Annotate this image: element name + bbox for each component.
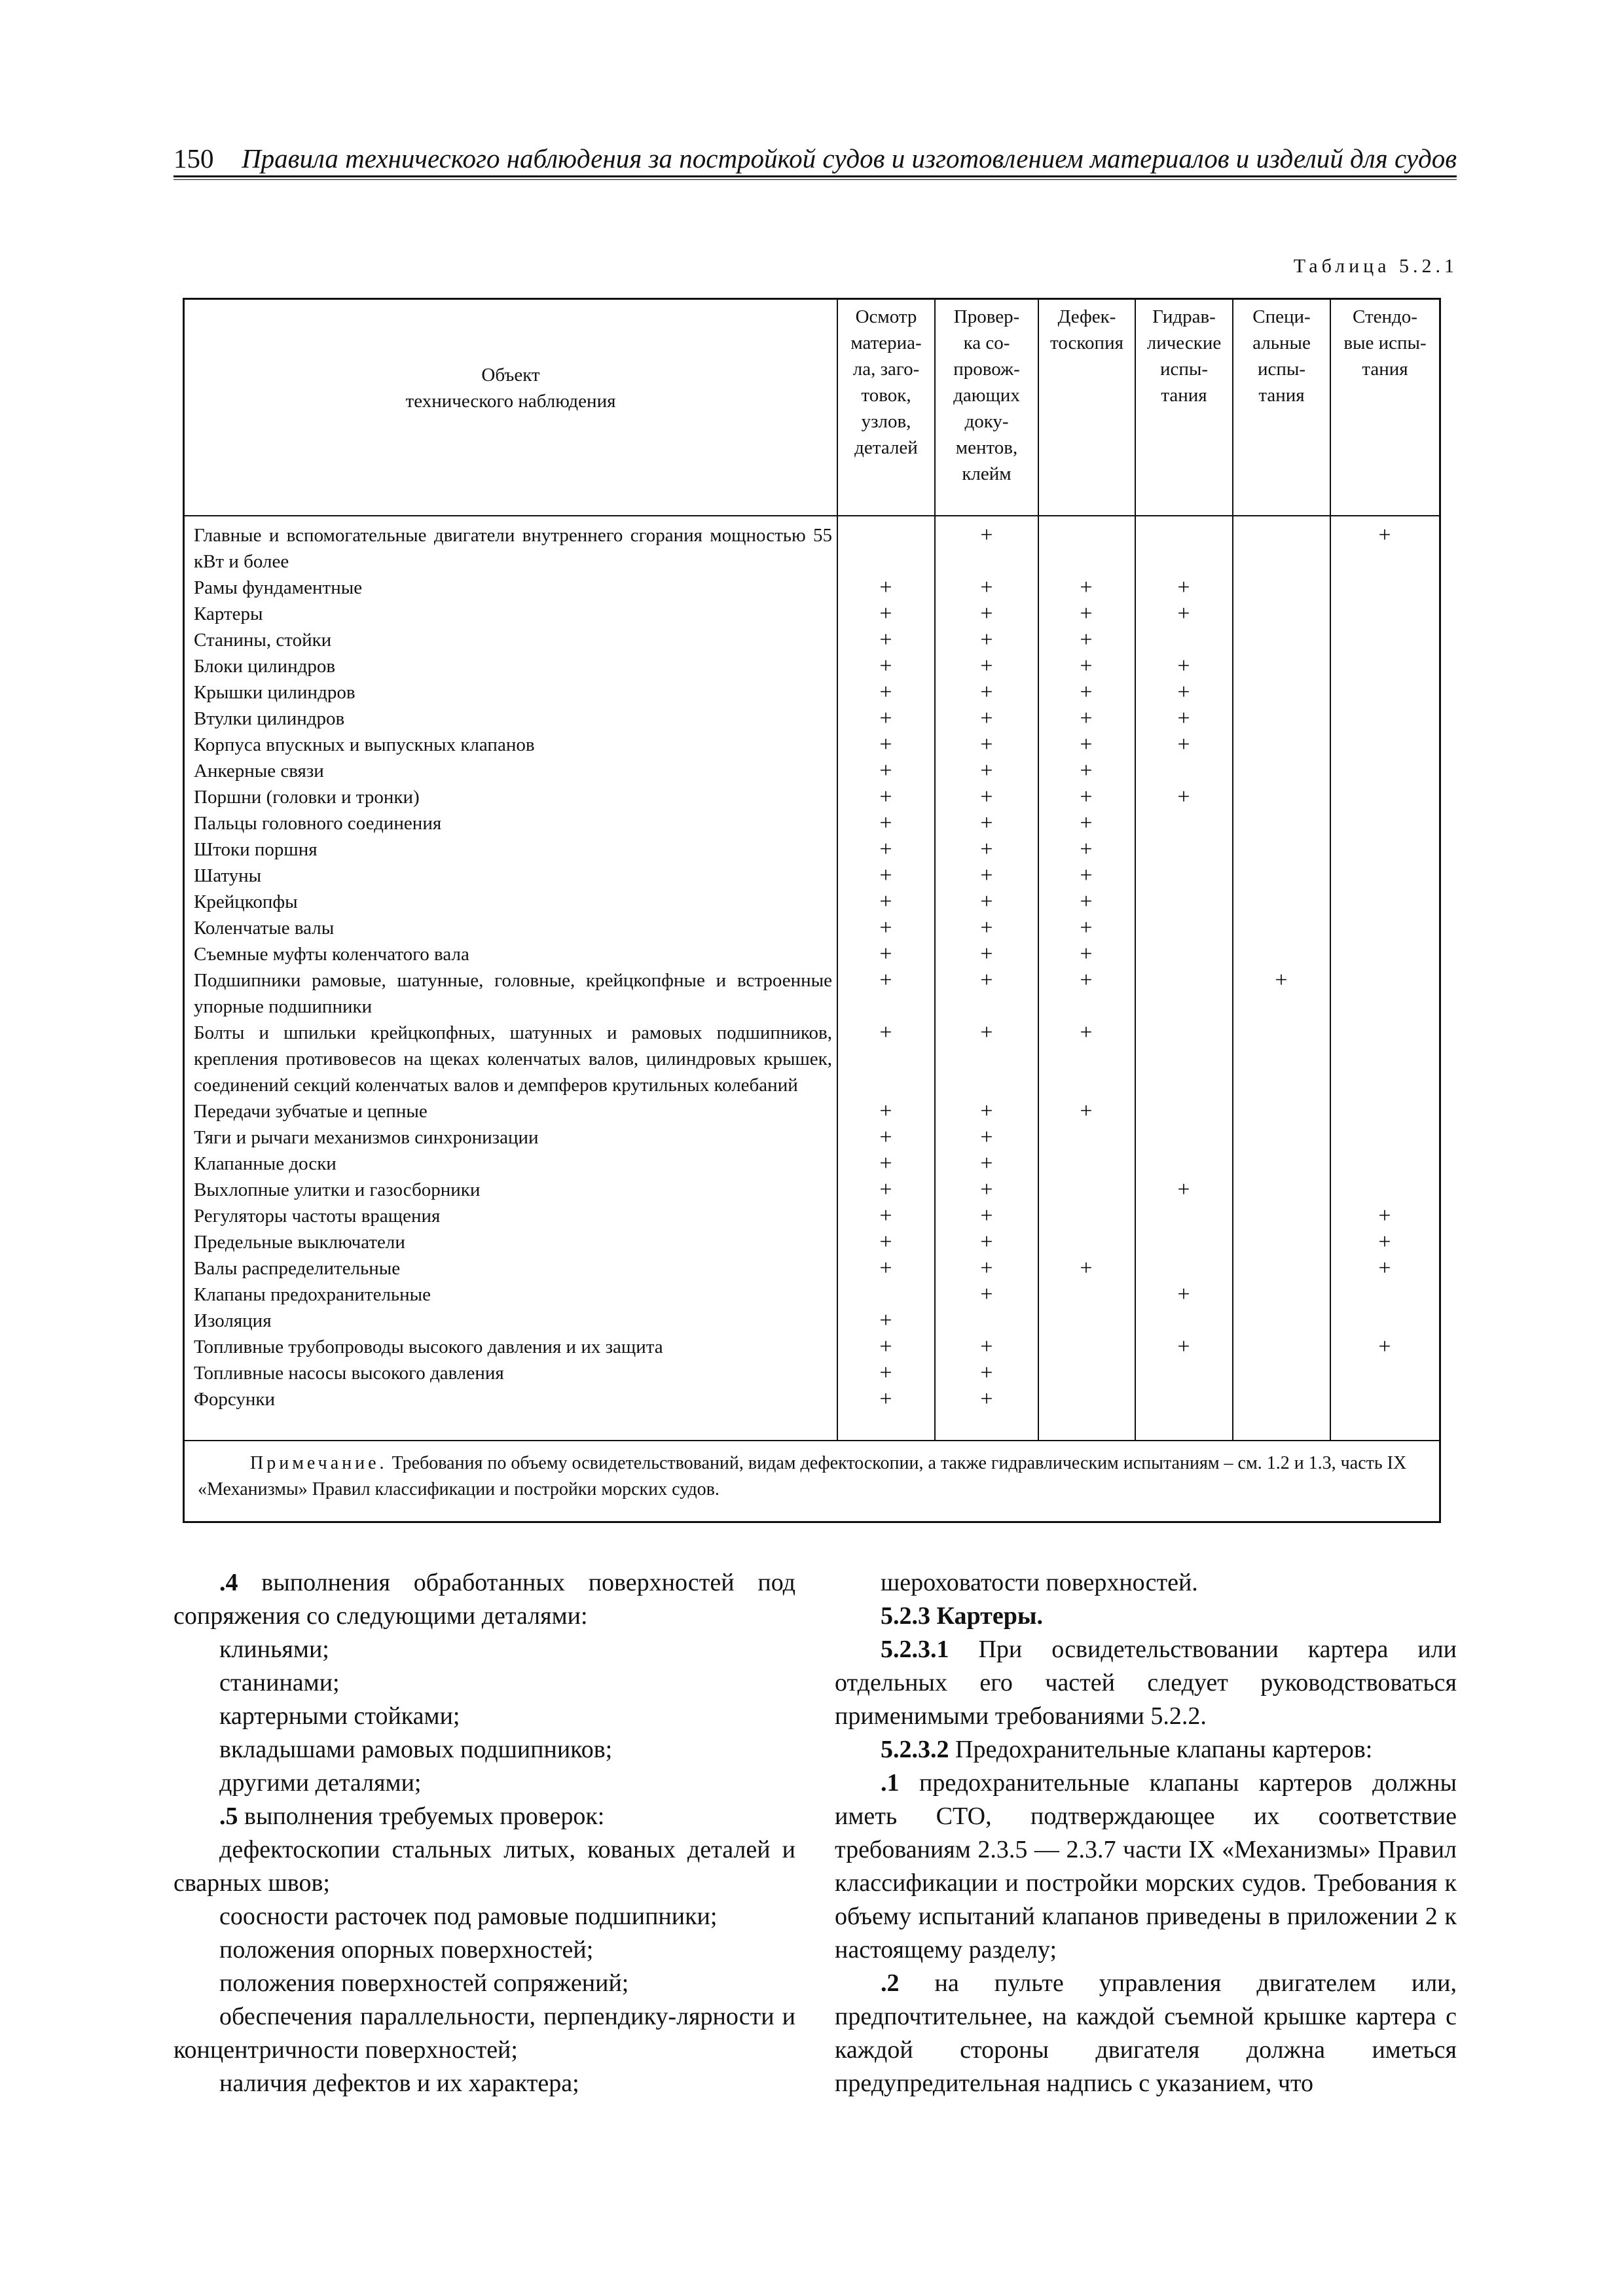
check-mark: + xyxy=(980,575,993,600)
header-line: деталей xyxy=(854,437,918,458)
table-row: Картеры xyxy=(194,603,263,624)
check-mark: + xyxy=(1378,523,1391,547)
check-mark: + xyxy=(980,1230,993,1254)
col-divider xyxy=(1232,300,1233,1440)
check-mark: + xyxy=(980,1099,993,1123)
check-mark: + xyxy=(1177,706,1190,730)
header-line: испы- xyxy=(1159,359,1209,380)
header-object-line: Объект xyxy=(481,365,540,386)
table-row: Топливные насосы высокого давления xyxy=(194,1363,504,1384)
header-line: ка со- xyxy=(963,332,1010,353)
check-mark: + xyxy=(879,1256,892,1280)
header-line: лические xyxy=(1146,332,1222,353)
table-row: Коленчатые валы xyxy=(194,918,335,939)
check-mark: + xyxy=(980,837,993,861)
check-mark: + xyxy=(980,889,993,914)
header-inspection xyxy=(838,304,934,461)
paragraph xyxy=(835,1967,1457,2100)
header-line: Гидрав- xyxy=(1152,306,1216,327)
paragraph xyxy=(835,1633,1457,1733)
header-bench xyxy=(1331,304,1439,382)
check-mark: + xyxy=(1177,654,1190,678)
col-divider xyxy=(1330,300,1331,1440)
paragraph xyxy=(173,1566,795,1633)
check-mark: + xyxy=(1177,680,1190,704)
table-row: Штоки поршня xyxy=(194,839,318,860)
table-row: Топливные трубопроводы высокого давления и их защита xyxy=(194,1336,663,1357)
check-mark: + xyxy=(980,785,993,809)
paragraph-text: вкладышами рамовых подшипников; xyxy=(219,1736,613,1763)
header-rule-thin xyxy=(173,179,1457,180)
check-mark: + xyxy=(879,601,892,626)
paragraph xyxy=(835,1733,1457,1767)
check-mark: + xyxy=(980,759,993,783)
table-body xyxy=(194,522,832,1412)
check-mark: + xyxy=(879,1361,892,1385)
paragraph-number: .2 xyxy=(881,1969,900,1997)
check-mark: + xyxy=(980,1177,993,1202)
header-line: Провер- xyxy=(953,306,1020,327)
body-column-right xyxy=(835,1566,1457,2100)
check-mark: + xyxy=(879,1020,892,1045)
check-mark: + xyxy=(1080,811,1093,835)
check-mark: + xyxy=(879,628,892,652)
header-divider xyxy=(185,515,1439,516)
paragraph-number: 5.2.3.1 xyxy=(881,1636,949,1663)
check-mark: + xyxy=(879,942,892,966)
paragraph xyxy=(173,1900,795,1933)
table-row: Клапанные доски xyxy=(194,1153,337,1174)
table-row: Болты и шпильки крейцкопфных, шатунных и рамовых подшипников, крепления противовесов на щеках коленчатых валов, цилиндровых крышек, соединений секций коленчатых валов и демпферов крутильных колебаний xyxy=(194,1022,832,1096)
check-mark: + xyxy=(1177,575,1190,600)
header-line: материа- xyxy=(850,332,922,353)
header-line: Стендо- xyxy=(1353,306,1417,327)
paragraph xyxy=(173,1800,795,1833)
check-mark: + xyxy=(980,523,993,547)
table-row: Рамы фундаментные xyxy=(194,577,363,598)
paragraph xyxy=(173,1666,795,1700)
check-mark: + xyxy=(1080,706,1093,730)
paragraph-text: При освидетельствовании картера или отдельных его частей следует руководствоваться применимыми требованиями 5.2.2. xyxy=(835,1636,1457,1730)
header-object-line: технического наблюдения xyxy=(405,391,616,412)
check-mark: + xyxy=(980,628,993,652)
table-row: Тяги и рычаги механизмов синхронизации xyxy=(194,1127,539,1148)
header-line: узлов, xyxy=(861,411,911,432)
header-line: доку- xyxy=(964,411,1009,432)
header-line: тания xyxy=(1258,385,1305,406)
check-mark: + xyxy=(1275,968,1288,992)
check-mark: + xyxy=(879,1099,892,1123)
paragraph-text: Предохранительные клапаны картеров: xyxy=(949,1736,1373,1763)
paragraph xyxy=(835,1767,1457,1967)
check-mark: + xyxy=(980,1204,993,1228)
check-mark: + xyxy=(879,968,892,992)
paragraph-number: .4 xyxy=(219,1569,238,1596)
paragraph-text: другими деталями; xyxy=(219,1769,422,1797)
check-mark: + xyxy=(1080,1256,1093,1280)
paragraph-text: на пульте управления двигателем или, предпочтительнее, на каждой съемной крышке картера с каждой стороны двигателя должна иметься предупредительная надпись с указанием, что xyxy=(835,1969,1457,2097)
check-mark: + xyxy=(980,654,993,678)
table-row: Поршни (головки и тронки) xyxy=(194,787,420,808)
table-row: Втулки цилиндров xyxy=(194,708,345,729)
check-mark: + xyxy=(1378,1204,1391,1228)
paragraph xyxy=(173,1767,795,1800)
paragraph xyxy=(173,2000,795,2067)
header-line: дающих xyxy=(953,385,1020,406)
paragraph xyxy=(173,1833,795,1900)
header-line: тания xyxy=(1362,359,1408,380)
paragraph-text: положения опорных поверхностей; xyxy=(219,1936,594,1964)
note-divider xyxy=(185,1440,1439,1441)
body-column-left xyxy=(173,1566,795,2100)
header-object xyxy=(185,362,837,414)
table-row: Валы распределительные xyxy=(194,1258,401,1279)
paragraph-text: обеспечения параллельности, перпендику-лярности и концентричности поверхностей; xyxy=(173,2003,795,2064)
header-line: Специ- xyxy=(1252,306,1311,327)
paragraph-number: 5.2.3.2 xyxy=(881,1736,949,1763)
header-rule xyxy=(173,175,1457,177)
check-mark: + xyxy=(879,759,892,783)
header-line: Осмотр xyxy=(855,306,917,327)
check-mark: + xyxy=(980,732,993,757)
check-mark: + xyxy=(1080,575,1093,600)
check-mark: + xyxy=(1177,1335,1190,1359)
check-mark: + xyxy=(1177,1177,1190,1202)
header-line: ла, заго- xyxy=(852,359,920,380)
page-number: 150 xyxy=(173,143,214,173)
paragraph-text: соосности расточек под рамовые подшипники; xyxy=(219,1903,718,1930)
check-mark: + xyxy=(879,811,892,835)
check-mark: + xyxy=(980,1361,993,1385)
check-mark: + xyxy=(879,1335,892,1359)
check-mark: + xyxy=(980,1256,993,1280)
header-doc-check xyxy=(936,304,1038,487)
check-mark: + xyxy=(1177,601,1190,626)
table-row: Крышки цилиндров xyxy=(194,682,356,703)
paragraph xyxy=(173,1733,795,1767)
table-row: Главные и вспомогательные двигатели внутреннего сгорания мощностью 55 кВт и более xyxy=(194,525,832,572)
table-row: Крейцкопфы xyxy=(194,891,298,912)
table-row: Передачи зубчатые и цепные xyxy=(194,1101,428,1122)
check-mark: + xyxy=(879,1230,892,1254)
check-mark: + xyxy=(980,1387,993,1411)
check-mark: + xyxy=(879,732,892,757)
paragraph-text: положения поверхностей сопряжений; xyxy=(219,1969,629,1997)
running-title: Правила технического наблюдения за постройкой судов и изготовлением материалов и изделий для судов xyxy=(242,143,1457,173)
check-mark: + xyxy=(1080,680,1093,704)
header-line: провож- xyxy=(953,359,1020,380)
table-caption: Таблица 5.2.1 xyxy=(1293,255,1458,277)
paragraph xyxy=(173,2067,795,2100)
header-defectoscopy xyxy=(1039,304,1135,356)
check-mark: + xyxy=(980,863,993,888)
paragraph xyxy=(173,1633,795,1666)
header-hydraulic xyxy=(1136,304,1232,408)
paragraph-text: выполнения требуемых проверок: xyxy=(238,1803,605,1830)
col-divider xyxy=(837,300,838,1440)
check-mark: + xyxy=(879,785,892,809)
table-row: Подшипники рамовые, шатунные, головные, крейцкопфные и встроенные упорные подшипники xyxy=(194,970,832,1017)
paragraph-text: выполнения обработанных поверхностей под сопряжения со следующими деталями: xyxy=(173,1569,795,1630)
paragraph xyxy=(835,1566,1457,1600)
check-mark: + xyxy=(980,1125,993,1149)
check-mark: + xyxy=(1378,1256,1391,1280)
check-mark: + xyxy=(879,1387,892,1411)
note-label: Примечание. xyxy=(250,1453,388,1473)
check-mark: + xyxy=(1080,785,1093,809)
check-mark: + xyxy=(879,837,892,861)
paragraph xyxy=(173,1700,795,1733)
paragraph xyxy=(173,1967,795,2000)
paragraph-text: клиньями; xyxy=(219,1636,329,1663)
check-mark: + xyxy=(879,916,892,940)
table-row: Изоляция xyxy=(194,1310,272,1331)
check-mark: + xyxy=(980,811,993,835)
table-row: Корпуса впускных и выпускных клапанов xyxy=(194,734,535,755)
check-mark: + xyxy=(1080,968,1093,992)
check-mark: + xyxy=(1080,889,1093,914)
check-mark: + xyxy=(879,575,892,600)
check-mark: + xyxy=(980,1151,993,1175)
check-mark: + xyxy=(1080,1099,1093,1123)
check-mark: + xyxy=(980,601,993,626)
paragraph-text: дефектоскопии стальных литых, кованых деталей и сварных швов; xyxy=(173,1836,795,1897)
table-note xyxy=(198,1450,1429,1503)
paragraph xyxy=(173,1933,795,1967)
check-mark: + xyxy=(980,1282,993,1306)
header-line: Дефек- xyxy=(1057,306,1116,327)
check-mark: + xyxy=(1378,1335,1391,1359)
check-mark: + xyxy=(980,968,993,992)
check-mark: + xyxy=(1080,1020,1093,1045)
check-mark: + xyxy=(1080,837,1093,861)
paragraph-text: шероховатости поверхностей. xyxy=(881,1569,1198,1596)
check-mark: + xyxy=(1378,1230,1391,1254)
table-row: Блоки цилиндров xyxy=(194,656,336,677)
check-mark: + xyxy=(1080,916,1093,940)
paragraph-text: предохранительные клапаны картеров должны иметь СТО, подтверждающее их соответствие требованиям 2.3.5 — 2.3.7 части IX «Механизмы» Правил классификации и постройки морских судов. Требования к объему испытаний клапанов приведены в приложении 2 к настоящему разделу; xyxy=(835,1769,1457,1964)
paragraph xyxy=(835,1600,1457,1633)
check-mark: + xyxy=(980,680,993,704)
paragraph-number: .5 xyxy=(219,1803,238,1830)
table-row: Шатуны xyxy=(194,865,262,886)
table-row: Клапаны предохранительные xyxy=(194,1284,431,1305)
paragraph-text: станинами; xyxy=(219,1669,340,1696)
check-mark: + xyxy=(879,706,892,730)
header-line: тоскопия xyxy=(1050,332,1123,353)
header-line: вые испы- xyxy=(1343,332,1427,353)
check-mark: + xyxy=(879,889,892,914)
note-text: Требования по объему освидетельствований, видам дефектоскопии, а также гидравлическим испытаниям – см. 1.2 и 1.3, часть IX «Механизмы» Правил классификации и постройки морских судов. xyxy=(198,1453,1407,1499)
table-row: Регуляторы частоты вращения xyxy=(194,1206,441,1227)
paragraph-text: наличия дефектов и их характера; xyxy=(219,2070,579,2097)
check-mark: + xyxy=(980,916,993,940)
check-mark: + xyxy=(980,942,993,966)
col-divider xyxy=(1038,300,1039,1440)
header-line: испы- xyxy=(1257,359,1306,380)
paragraph-text: картерными стойками; xyxy=(219,1702,460,1730)
check-mark: + xyxy=(879,680,892,704)
table-row: Пальцы головного соединения xyxy=(194,813,442,834)
table-row: Форсунки xyxy=(194,1389,276,1410)
col-divider xyxy=(1135,300,1136,1440)
paragraph-number: .1 xyxy=(881,1769,900,1797)
check-mark: + xyxy=(1177,1282,1190,1306)
table-row: Анкерные связи xyxy=(194,761,324,781)
check-mark: + xyxy=(879,863,892,888)
check-mark: + xyxy=(1080,759,1093,783)
check-mark: + xyxy=(879,1151,892,1175)
check-mark: + xyxy=(980,1335,993,1359)
check-mark: + xyxy=(1080,628,1093,652)
check-mark: + xyxy=(879,1177,892,1202)
inspection-table xyxy=(183,298,1441,1523)
check-mark: + xyxy=(980,706,993,730)
check-mark: + xyxy=(1080,863,1093,888)
table-row: Выхлопные улитки и газосборники xyxy=(194,1179,481,1200)
check-mark: + xyxy=(1177,732,1190,757)
check-mark: + xyxy=(879,1308,892,1333)
table-row: Предельные выключатели xyxy=(194,1232,405,1253)
check-mark: + xyxy=(1080,601,1093,626)
header-line: тания xyxy=(1161,385,1207,406)
check-mark: + xyxy=(1080,732,1093,757)
header-line: клейм xyxy=(962,463,1012,484)
check-mark: + xyxy=(879,654,892,678)
header-line: товок, xyxy=(861,385,911,406)
check-mark: + xyxy=(980,1020,993,1045)
check-mark: + xyxy=(1080,942,1093,966)
header-line: ментов, xyxy=(955,437,1018,458)
check-mark: + xyxy=(1080,654,1093,678)
check-mark: + xyxy=(1177,785,1190,809)
page-header xyxy=(173,141,1457,181)
header-special xyxy=(1233,304,1330,408)
header-line: альные xyxy=(1252,332,1311,353)
table-row: Съемные муфты коленчатого вала xyxy=(194,944,469,965)
table-row: Станины, стойки xyxy=(194,630,332,651)
paragraph-number: 5.2.3 Картеры. xyxy=(881,1602,1044,1630)
check-mark: + xyxy=(879,1204,892,1228)
check-mark: + xyxy=(879,1125,892,1149)
